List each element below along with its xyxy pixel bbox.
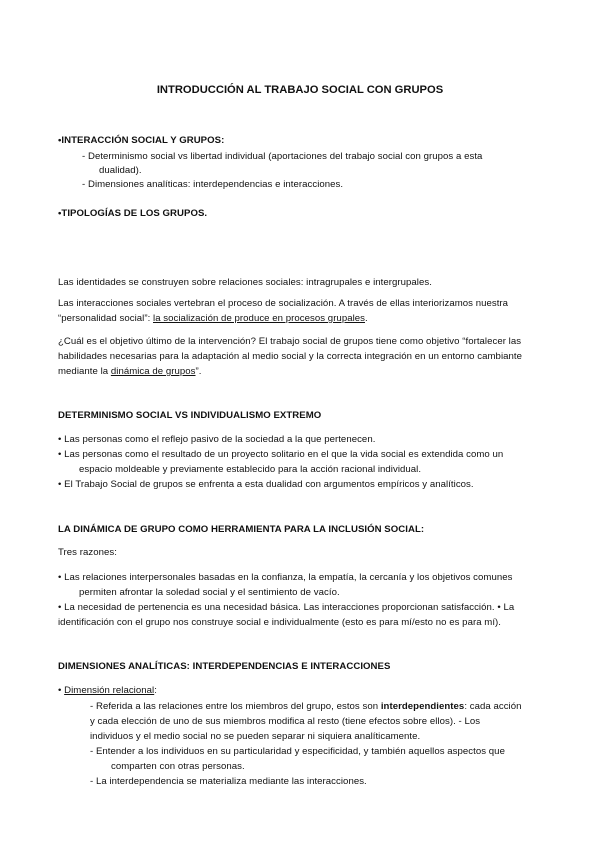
bullet: • <box>58 208 62 219</box>
bullet: • <box>58 434 62 445</box>
paragraph <box>58 313 368 325</box>
underlined-text: Dimensión relacional <box>64 685 155 696</box>
section-heading: DETERMINISMO SOCIAL VS INDIVIDUALISMO EXTREMO <box>58 410 322 421</box>
sub-item-cont: y cada elección de uno de sus miembros modifica al resto (tiene efectos sobre ellos). - Los <box>90 716 481 727</box>
bullet-item <box>58 434 375 446</box>
bold-text: interdependientes <box>380 701 465 712</box>
sub-item: - La interdependencia se materializa mediante las interacciones. <box>90 776 367 787</box>
bullet-item <box>58 685 157 697</box>
bullet: • <box>58 572 62 583</box>
outline-label: INTERACCIÓN SOCIAL Y GRUPOS: <box>61 135 225 146</box>
sub-item <box>90 701 522 713</box>
bullet: • <box>497 602 501 613</box>
bullet: • <box>58 449 62 460</box>
text-span: “personalidad social”: <box>58 313 154 324</box>
bullet-continuation: espacio moldeable y previamente establecido para la acción racional individual. <box>79 464 422 475</box>
paragraph: ¿Cuál es el objetivo último de la intervención? El trabajo social de grupos tiene como objetivo “fortalecer las <box>58 336 522 347</box>
paragraph: habilidades necesarias para la adaptación al medio social y la correcta integración en un entorno cambiante <box>58 351 522 362</box>
section-heading: DIMENSIONES ANALÍTICAS: INTERDEPENDENCIAS E INTERACCIONES <box>58 661 391 672</box>
paragraph: Las identidades se construyen sobre relaciones sociales: intragrupales e intergrupales. <box>58 277 432 288</box>
underlined-text: dinámica de grupos <box>110 366 196 377</box>
sub-item-cont: comparten con otras personas. <box>111 761 245 772</box>
text-span: : cada acción <box>464 701 522 712</box>
bullet: • <box>58 685 62 696</box>
bullet-continuation: permiten afrontar la soledad social y el sentimiento de vacío. <box>79 587 340 598</box>
bullet-text: La <box>503 602 515 613</box>
bullet-text: Las personas como el reflejo pasivo de la sociedad a la que pertenecen. <box>64 434 376 445</box>
text-span: mediante la <box>58 366 111 377</box>
paragraph: Las interacciones sociales vertebran el proceso de socialización. A través de ellas interiorizamos nuestra <box>58 298 509 309</box>
bullet-item <box>58 449 503 461</box>
bullet: • <box>58 479 62 490</box>
underlined-text: la socialización de produce en procesos grupales <box>153 313 366 324</box>
bullet-item <box>58 479 474 491</box>
text-span: : <box>154 685 157 696</box>
bullet-item <box>58 572 512 584</box>
text-span: ”. <box>195 366 202 377</box>
bullet-text: El Trabajo Social de grupos se enfrenta a esta dualidad con argumentos empíricos y analíticos. <box>64 479 474 490</box>
bullet-item <box>58 602 514 614</box>
bullet: • <box>58 135 62 146</box>
bullet-text: Las personas como el resultado de un proyecto solitario en el que la vida social es extendida como un <box>64 449 504 460</box>
bullet: • <box>58 602 62 613</box>
outline-subitem-cont: dualidad). <box>99 165 142 176</box>
outline-subitem: - Determinismo social vs libertad individual (aportaciones del trabajo social con grupos a esta <box>82 151 483 162</box>
sub-item: - Entender a los individuos en su particularidad y especificidad, y también aquellos aspectos que <box>90 746 505 757</box>
section-heading: LA DINÁMICA DE GRUPO COMO HERRAMIENTA PARA LA INCLUSIÓN SOCIAL: <box>58 524 425 535</box>
text-span: - Referida a las relaciones entre los miembros del grupo, estos son <box>90 701 381 712</box>
paragraph: Tres razones: <box>58 547 117 558</box>
outline-item-tipologias <box>58 208 207 220</box>
bullet-text: Las relaciones interpersonales basadas en la confianza, la empatía, la cercanía y los objetivos comunes <box>64 572 513 583</box>
paragraph <box>58 366 201 378</box>
outline-subitem: - Dimensiones analíticas: interdependencias e interacciones. <box>82 179 344 190</box>
text-span: . <box>365 313 368 324</box>
bullet-continuation: identificación con el grupo nos construye social e individualmente (esto es para mí/esto no es para mí). <box>58 617 502 628</box>
sub-item-cont: individuos y el medio social no se pueden separar ni siquiera analíticamente. <box>90 731 421 742</box>
bullet-text: La necesidad de pertenencia es una necesidad básica. Las interacciones proporcionan satisfacción. <box>64 602 495 613</box>
document-title: INTRODUCCIÓN AL TRABAJO SOCIAL CON GRUPOS <box>156 84 444 96</box>
outline-item-interaccion <box>58 135 224 147</box>
outline-label: TIPOLOGÍAS DE LOS GRUPOS. <box>61 208 208 219</box>
